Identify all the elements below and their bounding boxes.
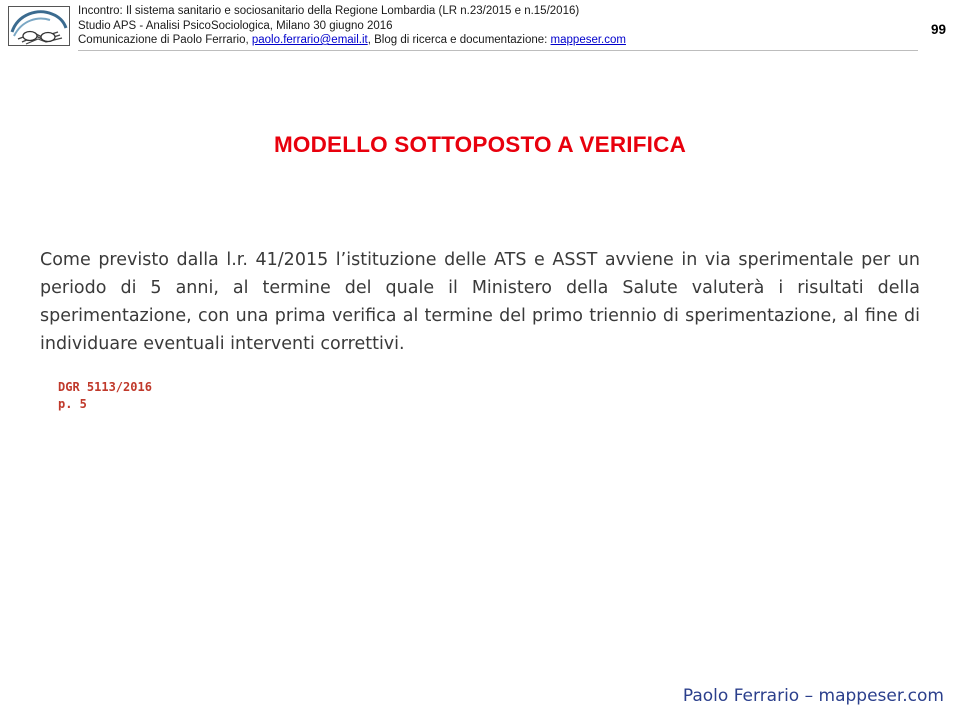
slide-footer: Paolo Ferrario – mappeser.com [682, 686, 944, 706]
header-line-3 [78, 33, 818, 48]
source-line-1: DGR 5113/2016 [58, 380, 152, 394]
blog-link[interactable]: mappeser.com [550, 34, 626, 46]
header-text-block [78, 4, 818, 48]
email-link[interactable]: paolo.ferrario@email.it [251, 34, 368, 46]
source-reference [58, 379, 152, 413]
page-number: 99 [930, 22, 946, 37]
header-line-1: Incontro: Il sistema sanitario e sociosanitario della Regione Lombardia (LR n.23/2015 e n.15/2016) [78, 5, 580, 17]
slide-header [0, 0, 960, 56]
header-line-3-middle: , Blog di ricerca e documentazione: [367, 34, 551, 46]
handshake-logo [8, 6, 70, 46]
source-line-2: p. 5 [58, 397, 87, 411]
header-divider [78, 50, 918, 51]
header-line-2: Studio APS - Analisi PsicoSociologica, Milano 30 giugno 2016 [78, 19, 393, 32]
quote-paragraph: Come previsto dalla l.r. 41/2015 l’istituzione delle ATS e ASST avviene in via sperimentale per un periodo di 5 anni, al termine del quale il Ministero della Salute valuterà i risultati della sperimentazione, con una prima verifica al termine del primo triennio di sperimentazione, al fine di individuare eventuali interventi correttivi. [40, 250, 920, 354]
header-line-3-prefix: Comunicazione di Paolo Ferrario, [78, 34, 252, 46]
slide-title: MODELLO SOTTOPOSTO A VERIFICA [273, 132, 687, 157]
